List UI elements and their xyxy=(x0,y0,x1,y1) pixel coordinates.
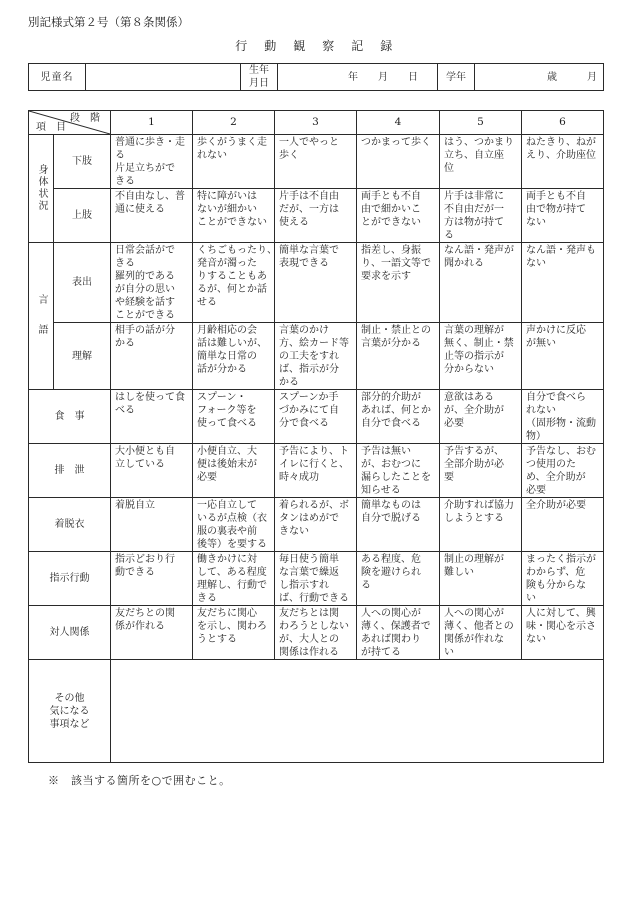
toileting-stage-3: 予告により、ト イレに行くと、 時々成功 xyxy=(275,444,357,498)
toileting-stage-6: 予告なし、おむ つ使用のた め、全介助が 必要 xyxy=(522,444,604,498)
toileting-label: 排 泄 xyxy=(29,444,111,498)
comprehension-stage-3: 言葉のかけ 方、絵カード等 の工夫をすれ ば、指示が分 かる xyxy=(275,323,357,390)
other-notes-field xyxy=(111,660,604,763)
expression-stage-2: くちごもったり、 発音が濁った りすることもあ るが、何とか話 せる xyxy=(193,243,275,323)
upper-limbs-stage-4: 両手とも不自 由で細かいこ とができない xyxy=(357,189,440,243)
row-interpersonal xyxy=(29,606,604,660)
row-eating xyxy=(29,390,604,444)
grade-age-field xyxy=(475,64,604,91)
physical-condition-cell xyxy=(29,135,54,243)
dressing-stage-3: 着られるが、ボ タンはめがで きない xyxy=(275,498,357,552)
expression-label: 表出 xyxy=(54,243,111,323)
language-label: 言語 xyxy=(36,294,47,354)
birth-date-field xyxy=(278,64,438,91)
comprehension-stage-6: 声かけに反応 が無い xyxy=(522,323,604,390)
child-info-table xyxy=(28,63,604,91)
stage-4-header: 4 xyxy=(357,111,440,135)
document-title: 行 動 観 察 記 録 xyxy=(235,39,395,53)
item-row-label: 項 目 xyxy=(36,122,66,133)
lower-limbs-label: 下肢 xyxy=(54,135,111,189)
birth-date-label-cell xyxy=(241,64,278,91)
interpersonal-stage-6: 人に対して、興 味・関心を示さ ない xyxy=(522,606,604,660)
row-comprehension xyxy=(29,323,604,390)
dressing-stage-4: 簡単なものは 自分で脱げる xyxy=(357,498,440,552)
stage-5-header: 5 xyxy=(440,111,522,135)
upper-limbs-label: 上肢 xyxy=(54,189,111,243)
comprehension-label: 理解 xyxy=(54,323,111,390)
child-info-row xyxy=(29,64,604,91)
row-following-instructions xyxy=(29,552,604,606)
row-toileting xyxy=(29,444,604,498)
child-name-label: 児童名 xyxy=(29,64,86,91)
stage-2-header: 2 xyxy=(193,111,275,135)
row-other-notes xyxy=(29,660,604,763)
upper-limbs-stage-2: 特に障がいは ないが細かい ことができない xyxy=(193,189,275,243)
toileting-stage-4: 予告は無い が、おむつに 漏らしたことを 知らせる xyxy=(357,444,440,498)
stage-column-label: 段 階 xyxy=(70,113,100,124)
row-lower-limbs xyxy=(29,135,604,189)
expression-stage-1: 日常会話がで きる 羅列的である が自分の思い や経験を話す ことができる xyxy=(111,243,193,323)
upper-limbs-stage-6: 両手とも不自 由で物が持て ない xyxy=(522,189,604,243)
language-cell xyxy=(29,243,54,390)
footnote: ※ 該当する箇所を○で囲むこと。 xyxy=(48,774,231,787)
eating-label: 食 事 xyxy=(29,390,111,444)
interpersonal-stage-2: 友だちに関心 を示し、関わろ うとする xyxy=(193,606,275,660)
comprehension-stage-4: 制止・禁止との 言葉が分かる xyxy=(357,323,440,390)
following-instructions-label: 指示行動 xyxy=(29,552,111,606)
eating-stage-2: スプーン・ フォーク等を 使って食べる xyxy=(193,390,275,444)
toileting-stage-1: 大小便とも自 立している xyxy=(111,444,193,498)
following-instructions-stage-3: 毎日使う簡単 な言葉で繰返 し指示すれ ば、行動できる xyxy=(275,552,357,606)
upper-limbs-stage-5: 片手は非常に 不自由だが一 方は物が持て る xyxy=(440,189,522,243)
interpersonal-stage-3: 友だちとは関 わろうとしない が、大人との 関係は作れる xyxy=(275,606,357,660)
interpersonal-label: 対人関係 xyxy=(29,606,111,660)
expression-stage-4: 指差し、身振 り、一語文等で 要求を示す xyxy=(357,243,440,323)
following-instructions-stage-4: ある程度、危 険を避けられ る xyxy=(357,552,440,606)
interpersonal-stage-4: 人への関心が 薄く、保護者で あれば関わり が持てる xyxy=(357,606,440,660)
following-instructions-stage-1: 指示どおり行 動できる xyxy=(111,552,193,606)
stage-6-header: 6 xyxy=(522,111,604,135)
comprehension-stage-5: 言葉の理解が 無く、制止・禁 止等の指示が 分からない xyxy=(440,323,522,390)
dressing-stage-2: 一応自立して いるが点検（衣 服の裏表や前 後等）を要する xyxy=(193,498,275,552)
stage-3-header: 3 xyxy=(275,111,357,135)
lower-limbs-stage-1: 普通に歩き・走 る 片足立ちがで きる xyxy=(111,135,193,189)
comprehension-stage-1: 相手の話が分 かる xyxy=(111,323,193,390)
lower-limbs-stage-4: つかまって歩く xyxy=(357,135,440,189)
eating-stage-6: 自分で食べら れない （固形物・流動 物） xyxy=(522,390,604,444)
age-units: 歳 月 xyxy=(547,71,597,83)
expression-stage-3: 簡単な言葉で 表現できる xyxy=(275,243,357,323)
birth-date-units: 年 月 日 xyxy=(348,71,418,83)
behavior-observation-table xyxy=(28,110,604,763)
dressing-stage-1: 着脱自立 xyxy=(111,498,193,552)
upper-limbs-stage-1: 不自由なし、普 通に使える xyxy=(111,189,193,243)
row-dressing xyxy=(29,498,604,552)
child-name-field xyxy=(86,64,241,91)
form-number: 別記様式第２号（第８条関係） xyxy=(28,15,189,29)
stage-1-header: 1 xyxy=(111,111,193,135)
eating-stage-5: 意欲はある が、全介助が 必要 xyxy=(440,390,522,444)
row-expression xyxy=(29,243,604,323)
toileting-stage-5: 予告するが、 全部介助が必 要 xyxy=(440,444,522,498)
following-instructions-stage-6: まったく指示が わからず、危 険も分からな い xyxy=(522,552,604,606)
lower-limbs-stage-6: ねたきり、ねが えり、介助座位 xyxy=(522,135,604,189)
lower-limbs-stage-5: はう、つかまり 立ち、自立座 位 xyxy=(440,135,522,189)
eating-stage-4: 部分的介助が あれば、何とか 自分で食べる xyxy=(357,390,440,444)
physical-condition-label: 身体状況 xyxy=(36,163,47,212)
following-instructions-stage-5: 制止の理解が 難しい xyxy=(440,552,522,606)
interpersonal-stage-1: 友だちとの関 係が作れる xyxy=(111,606,193,660)
birth-date-label: 生年月日 xyxy=(249,65,269,89)
eating-stage-3: スプーンか手 づかみにて自 分で食べる xyxy=(275,390,357,444)
dressing-stage-6: 全介助が必要 xyxy=(522,498,604,552)
comprehension-stage-2: 月齢相応の会 話は難しいが、 簡単な日常の 話が分かる xyxy=(193,323,275,390)
upper-limbs-stage-3: 片手は不自由 だが、一方は 使える xyxy=(275,189,357,243)
lower-limbs-stage-2: 歩くがうまく走 れない xyxy=(193,135,275,189)
following-instructions-stage-2: 働きかけに対 して、ある程度 理解し、行動で きる xyxy=(193,552,275,606)
dressing-label: 着脱衣 xyxy=(29,498,111,552)
grade-label: 学年 xyxy=(438,64,475,91)
other-notes-label: その他 気になる 事項など xyxy=(29,660,111,763)
dressing-stage-5: 介助すれば協力 しようとする xyxy=(440,498,522,552)
interpersonal-stage-5: 人への関心が 薄く、他者との 関係が作れな い xyxy=(440,606,522,660)
lower-limbs-stage-3: 一人でやっと 歩く xyxy=(275,135,357,189)
stage-header-row xyxy=(29,111,604,135)
eating-stage-1: はしを使って食 べる xyxy=(111,390,193,444)
corner-header-cell xyxy=(29,111,111,135)
toileting-stage-2: 小便自立、大 便は後始末が 必要 xyxy=(193,444,275,498)
expression-stage-5: なん語・発声が 聞かれる xyxy=(440,243,522,323)
row-upper-limbs xyxy=(29,189,604,243)
expression-stage-6: なん語・発声も ない xyxy=(522,243,604,323)
